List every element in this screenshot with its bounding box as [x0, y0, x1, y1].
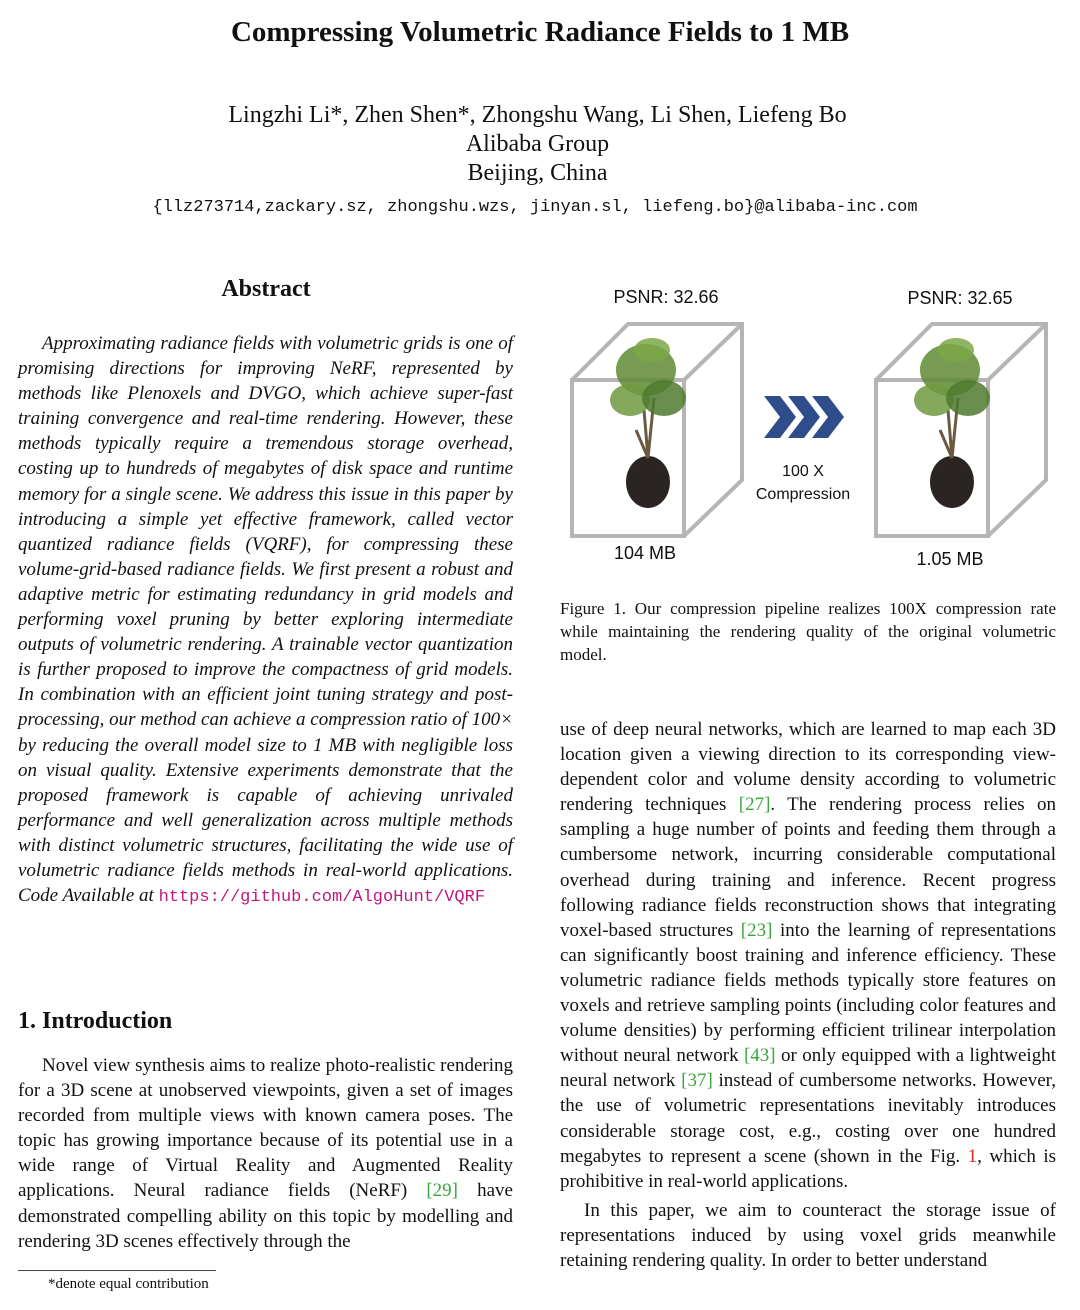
abstract-heading: Abstract	[221, 276, 311, 302]
citation-link[interactable]: [29]	[426, 1180, 459, 1202]
intro-right-column	[560, 717, 1056, 1273]
intro-text: into the learning of representations can significantly boost training and inference efficiency. These volumetric radiance fields methods typically store features on voxels and retrieve sampling points (including color features and volume densities) by performing efficient trilinear interpolation without neural network	[560, 919, 1057, 1067]
citation-link[interactable]: [37]	[681, 1070, 713, 1092]
author-emails: {llz273714,zackary.sz, zhongshu.wzs, jinyan.sl, liefeng.bo}@alibaba-inc.com	[152, 198, 918, 217]
intro-text: or only equipped with a lightweight neural network	[560, 1045, 1056, 1092]
intro-text: , which is prohibitive in real-world applications.	[560, 1145, 1056, 1192]
compression-arrows-icon	[764, 396, 844, 438]
size-label-compressed: 1.05 MB	[916, 549, 984, 569]
intro-text: have demonstrated compelling ability on this topic by modelling and rendering 3D scenes effectively through the	[18, 1180, 513, 1252]
affiliation: Alibaba Group	[465, 131, 610, 157]
intro-text: use of deep neural networks, which are learned to map each 3D location given a viewing direction to its corresponding view-dependent color and volume density according to volumetric rendering techniques	[560, 719, 1056, 816]
intro-text: In this paper, we aim to counteract the storage issue of representations induced by using voxel grids meanwhile retaining rendering quality. In order to better understand	[560, 1199, 1056, 1271]
citation-link[interactable]: [27]	[738, 794, 771, 816]
plant-image-original	[610, 338, 686, 508]
psnr-label-compressed: PSNR: 32.65	[907, 288, 1013, 308]
citation-link[interactable]: [43]	[743, 1045, 776, 1067]
code-link[interactable]: https://github.com/AlgoHunt/VQRF	[158, 888, 486, 908]
abstract-body	[18, 331, 513, 910]
intro-text: instead of cumbersome networks. However, the use of volumetric representations inevitably introduces considerable storage cost, e.g., costing over one hundred megabytes to represent a scene (shown in the Fig.	[560, 1070, 1056, 1167]
paper-title: Compressing Volumetric Radiance Fields to 1 MB	[230, 16, 850, 48]
citation-link[interactable]: [23]	[740, 919, 773, 941]
figure-reference-link[interactable]: 1	[967, 1145, 978, 1167]
compression-ratio-label: 100 X	[782, 463, 824, 480]
size-label-original: 104 MB	[613, 543, 677, 563]
footnote-rule	[18, 1270, 216, 1271]
figure-1	[556, 280, 1056, 580]
section-heading-introduction: 1. Introduction	[18, 1008, 173, 1034]
plant-image-compressed	[914, 338, 990, 508]
psnr-label-original: PSNR: 32.66	[613, 287, 719, 307]
figure-caption: Figure 1. Our compression pipeline realizes 100X compression rate while maintaining the rendering quality of the original volumetric model.	[560, 599, 1056, 664]
compression-label: Compression	[755, 486, 851, 503]
abstract-text: Approximating radiance fields with volumetric grids is one of promising directions for improving NeRF, represented by methods like Plenoxels and DVGO, which achieve super-fast training convergence and real-time rendering. However, these methods typically require a tremendous storage overhead, costing up to hundreds of megabytes of disk space and runtime memory for a single scene. We address this issue in this paper by introducing a simple yet effective framework, called vector quantized radiance fields (VQRF), for compressing these volume-grid-based radiance fields. We first present a robust and adaptive metric for estimating redundancy in grid models and performing voxel pruning by better exploring intermediate outputs of volumetric rendering. A trainable vector quantization is further proposed to improve the compactness of grid models. In combination with an efficient joint tuning strategy and post-processing, our method can achieve a compression ratio of 100× by reducing the overall model size to 1 MB with negligible loss on visual quality. Extensive experiments demonstrate that the proposed framework is capable of achieving unrivaled performance and well generalization across multiple methods with distinct volumetric structures, facilitating the wide use of volumetric radiance fields methods in real-world applications. Code Available at	[18, 333, 513, 907]
intro-text: Novel view synthesis aims to realize photo-realistic rendering for a 3D scene at unobserved viewpoints, given a set of images recorded from multiple views with known camera poses. The topic has growing importance because of its potential use in a wide range of Virtual Reality and Augmented Reality applications. Neural radiance fields (NeRF)	[18, 1055, 513, 1202]
author-list: Lingzhi Li*, Zhen Shen*, Zhongshu Wang, Li Shen, Liefeng Bo	[228, 102, 847, 128]
location: Beijing, China	[467, 160, 608, 186]
footnote: *denote equal contribution	[48, 1276, 209, 1292]
intro-left-column	[18, 1053, 513, 1254]
intro-text: . The rendering process relies on sampling a huge number of points and feeding them through a cumbersome network, incurring considerable computational overhead during training and inference. Recent progress following radiance fields reconstruction shows that integrating voxel-based structures	[560, 794, 1056, 941]
